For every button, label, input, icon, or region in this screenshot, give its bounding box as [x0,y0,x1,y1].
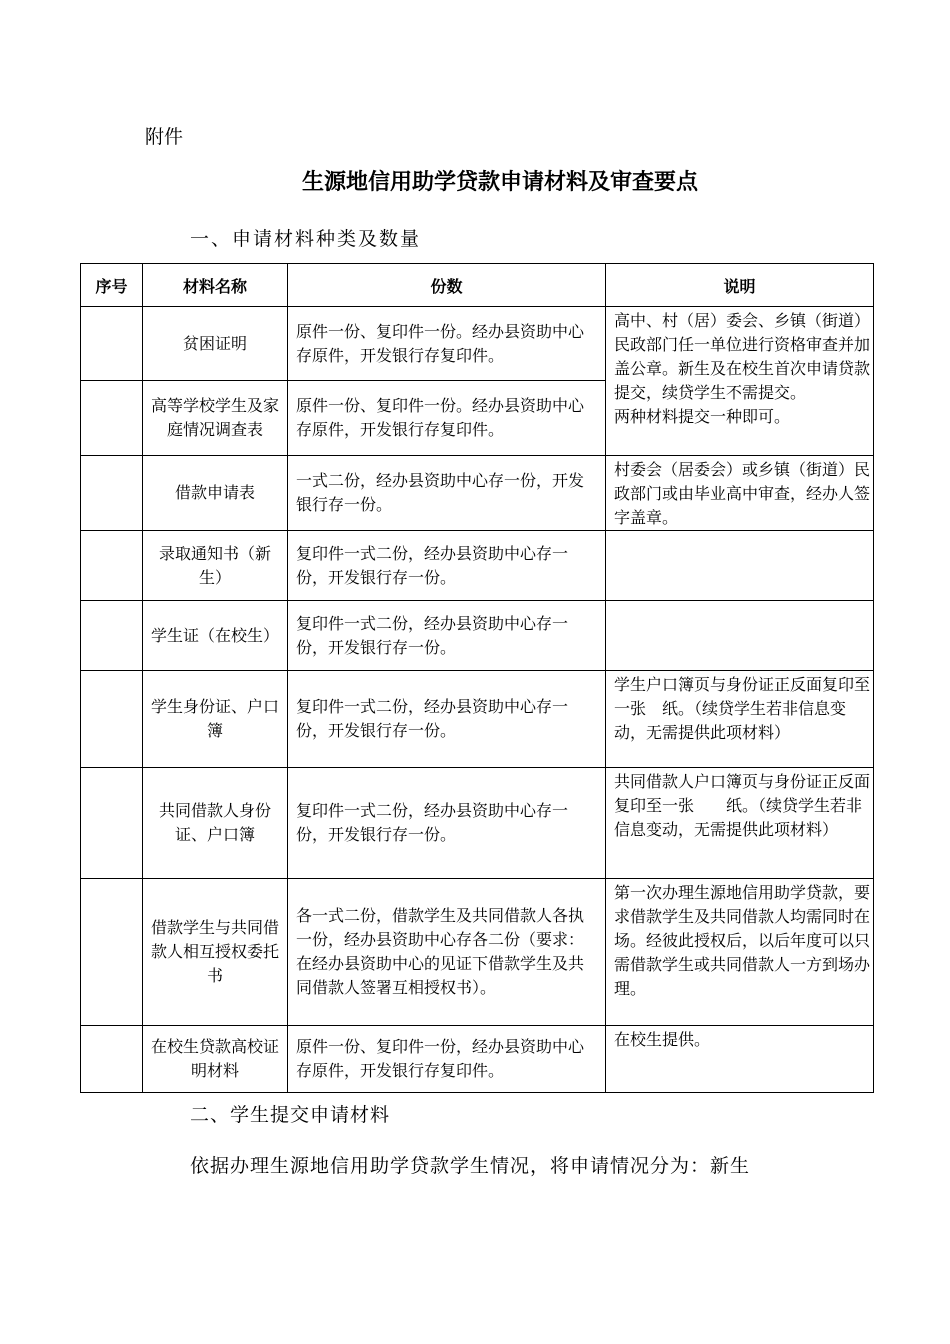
cell-no [81,307,143,381]
header-note: 说明 [606,264,874,307]
cell-name: 共同借款人身份证、户口簿 [143,768,288,879]
cell-note: 在校生提供。 [606,1026,874,1093]
cell-no [81,381,143,456]
table-row [81,307,874,381]
cell-name: 学生身份证、户口簿 [143,671,288,768]
cell-copies: 复印件一式二份，经办县资助中心存一份，开发银行存一份。 [288,768,606,879]
table-row [81,531,874,601]
cell-no [81,1026,143,1093]
cell-note: 高中、村（居）委会、乡镇（街道）民政部门任一单位进行资格审查并加盖公章。新生及在校生首次申请贷款提交，续贷学生不需提交。 两种材料提交一种即可。 [606,307,874,456]
cell-note: 第一次办理生源地信用助学贷款，要求借款学生及共同借款人均需同时在场。经彼此授权后，以后年度可以只需借款学生或共同借款人一方到场办理。 [606,879,874,1026]
cell-copies: 复印件一式二份，经办县资助中心存一份，开发银行存一份。 [288,601,606,671]
cell-no [81,456,143,531]
header-name: 材料名称 [143,264,288,307]
cell-copies: 各一式二份，借款学生及共同借款人各执一份，经办县资助中心存各二份（要求：在经办县资助中心的见证下借款学生及共同借款人签署互相授权书）。 [288,879,606,1026]
cell-copies: 复印件一式二份，经办县资助中心存一份，开发银行存一份。 [288,671,606,768]
cell-note [606,601,874,671]
cell-name: 学生证（在校生） [143,601,288,671]
cell-name: 借款申请表 [143,456,288,531]
cell-copies: 原件一份、复印件一份，经办县资助中心存原件，开发银行存复印件。 [288,1026,606,1093]
body-paragraph: 依据办理生源地信用助学贷款学生情况，将申请情况分为：新生 [190,1155,751,1177]
cell-no [81,601,143,671]
cell-note [606,531,874,601]
table-row [81,1026,874,1093]
attachment-label: 附件 [145,126,184,148]
cell-name: 贫困证明 [143,307,288,381]
cell-note: 共同借款人户口簿页与身份证正反面复印至一张 纸。（续贷学生若非信息变动，无需提供此项材料） [606,768,874,879]
cell-copies: 复印件一式二份，经办县资助中心存一份，开发银行存一份。 [288,531,606,601]
section-heading-2: 二、学生提交申请材料 [190,1104,391,1126]
table-row [81,601,874,671]
cell-name: 录取通知书（新生） [143,531,288,601]
cell-copies: 原件一份、复印件一份。经办县资助中心存原件，开发银行存复印件。 [288,307,606,381]
table-row [81,768,874,879]
cell-no [81,879,143,1026]
table-row [81,879,874,1026]
cell-no [81,531,143,601]
header-copies: 份数 [288,264,606,307]
cell-copies: 原件一份、复印件一份。经办县资助中心存原件，开发银行存复印件。 [288,381,606,456]
cell-name: 在校生贷款高校证明材料 [143,1026,288,1093]
cell-name: 借款学生与共同借款人相互授权委托书 [143,879,288,1026]
table-row [81,671,874,768]
section-heading-1: 一、申请材料种类及数量 [190,228,422,250]
cell-name: 高等学校学生及家庭情况调查表 [143,381,288,456]
document-title: 生源地信用助学贷款申请材料及审查要点 [301,170,698,195]
cell-no [81,671,143,768]
header-no: 序号 [81,264,143,307]
cell-copies: 一式二份，经办县资助中心存一份，开发银行存一份。 [288,456,606,531]
table-row [81,456,874,531]
cell-no [81,768,143,879]
materials-table [80,263,874,1093]
table-header-row [81,264,874,307]
cell-note: 村委会（居委会）或乡镇（街道）民政部门或由毕业高中审查，经办人签字盖章。 [606,456,874,531]
cell-note: 学生户口簿页与身份证正反面复印至一张 纸。（续贷学生若非信息变动，无需提供此项材料） [606,671,874,768]
